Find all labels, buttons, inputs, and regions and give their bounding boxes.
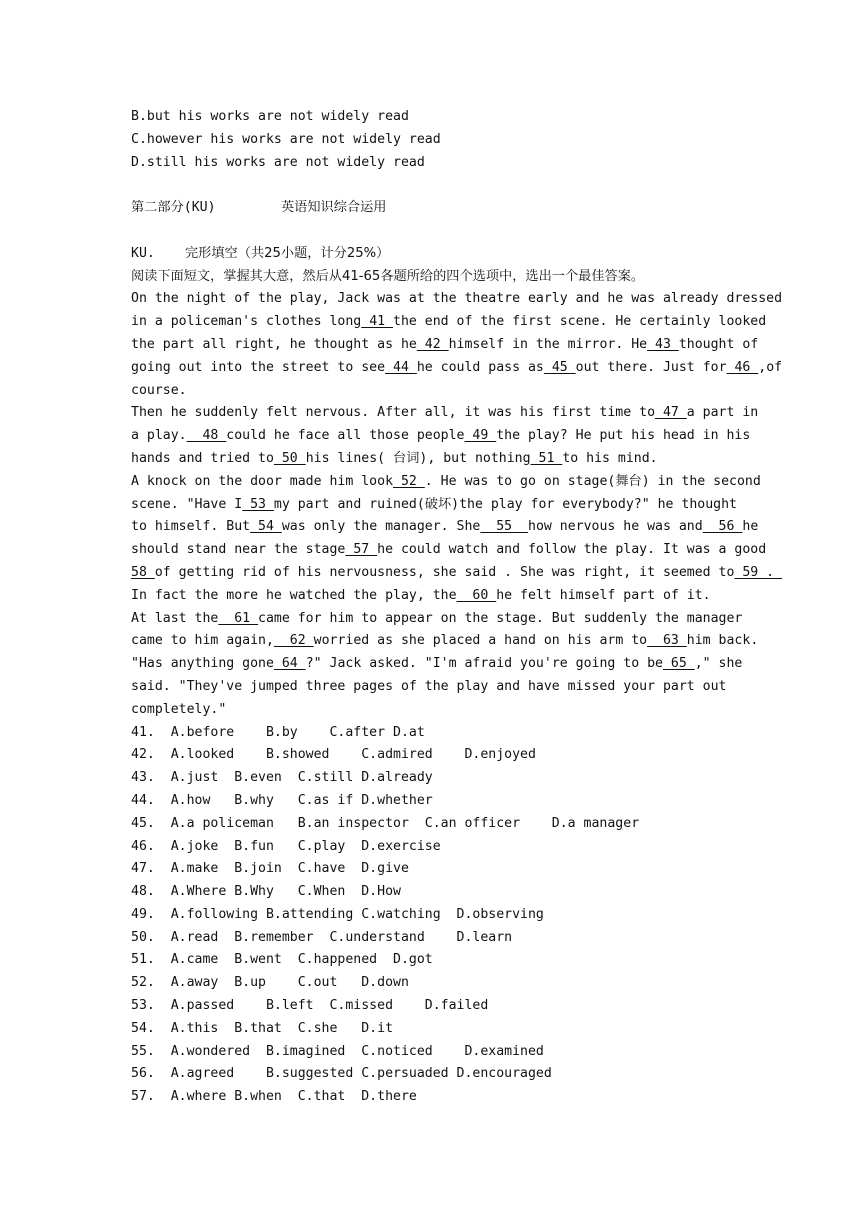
blank-60: 60 [456, 587, 497, 603]
question-list [131, 722, 721, 1110]
document-page [131, 106, 783, 1109]
passage-line: should stand near the stage 57 he could watch and follow the play. It was a good [131, 542, 767, 558]
blank-41: 41 [361, 314, 394, 330]
passage-line: A knock on the door made him look 52 . He was to go on stage(舞台) in the second [131, 473, 761, 489]
blank-48: 48 [186, 428, 227, 444]
instruction-text: 阅读下面短文，掌握其大意，然后从41-65各题所给的四个选项中，选出一个最佳答案。 [131, 268, 645, 284]
blank-62: 62 [273, 633, 314, 649]
question-item: 52. A.away B.up C.out D.down [131, 975, 409, 991]
blank-55: 55 [480, 519, 528, 535]
question-item: 49. A.following B.attending C.watching D.observing [131, 906, 544, 922]
section-heading [131, 197, 721, 220]
blank-47: 47 [655, 405, 687, 421]
passage-line: the part all right, he thought as he 42 himself in the mirror. He 43 thought of [131, 336, 759, 352]
passage-line: At last the 61 came for him to appear on the stage. But suddenly the manager [131, 610, 743, 626]
blank-54: 54 [250, 519, 282, 535]
blank-51: 51 [530, 450, 563, 466]
question-item: 57. A.where B.when C.that D.there [131, 1089, 417, 1105]
passage-line: said. "They've jumped three pages of the play and have missed your part out [131, 678, 727, 694]
question-item: 55. A.wondered B.imagined C.noticed D.examined [131, 1043, 544, 1059]
passage-line: On the night of the play, Jack was at the theatre early and he was already dressed [131, 291, 783, 307]
question-item: 44. A.how B.why C.as if D.whether [131, 792, 433, 808]
blank-50: 50 [273, 450, 306, 466]
question-item: 56. A.agreed B.suggested C.persuaded D.encouraged [131, 1066, 552, 1082]
blank-63: 63 [647, 633, 687, 649]
passage-line: Then he suddenly felt nervous. After all, it was his first time to 47 a part in [131, 405, 759, 421]
passage-paragraph-2 [131, 402, 759, 470]
question-item: 41. A.before B.by C.after D.at [131, 724, 425, 740]
passage-paragraph-3 [131, 471, 783, 608]
passage-line: a play. 48 could he face all those people 49 the play? He put his head in his [131, 428, 751, 444]
blank-45: 45 [543, 359, 576, 375]
blank-52: 52 [393, 473, 425, 489]
passage-paragraph-4 [131, 608, 759, 722]
blank-49: 49 [464, 428, 497, 444]
question-item: 50. A.read B.remember C.understand D.learn [131, 929, 513, 945]
question-item: 45. A.a policeman B.an inspector C.an officer D.a manager [131, 815, 640, 831]
question-item: 47. A.make B.join C.have D.give [131, 861, 409, 877]
question-item: 43. A.just B.even C.still D.already [131, 770, 433, 786]
passage-line: going out into the street to see 44 he could pass as 45 out there. Just for 46 ,of [131, 359, 783, 375]
question-item: 48. A.Where B.Why C.When D.How [131, 884, 401, 900]
blank-43: 43 [647, 336, 679, 352]
passage-line: completely." [131, 701, 227, 717]
question-item: 54. A.this B.that C.she D.it [131, 1020, 394, 1036]
blank-61: 61 [218, 610, 259, 626]
passage-line: "Has anything gone 64 ?" Jack asked. "I'm afraid you're going to be 65 ," she [131, 656, 743, 672]
part-title: 完形填空（共25小题，计分25%） [185, 245, 390, 261]
passage-line: scene. "Have I 53 my part and ruined(破坏)the play for everybody?" he thought [131, 496, 737, 512]
passage-line: 58 of getting rid of his nervousness, she said . She was right, it seemed to 59 . [131, 564, 783, 580]
passage-line: in a policeman's clothes long 41 the end of the first scene. He certainly looked [131, 314, 767, 330]
passage-line: In fact the more he watched the play, the 60 he felt himself part of it. [131, 587, 711, 603]
question-item: 53. A.passed B.left C.missed D.failed [131, 998, 489, 1014]
passage-line: to himself. But 54 was only the manager. She 55 how nervous he was and 56 he [131, 519, 759, 535]
prev-option-d: D.still his works are not widely read [131, 154, 425, 170]
passage-line: came to him again, 62 worried as she placed a hand on his arm to 63 him back. [131, 633, 759, 649]
blank-56: 56 [702, 519, 743, 535]
blank-65: 65 [662, 656, 695, 672]
part-label: KU. [131, 245, 155, 261]
part-heading [131, 243, 721, 266]
question-item: 42. A.looked B.showed C.admired D.enjoyed [131, 747, 536, 763]
prev-option-b: B.but his works are not widely read [131, 109, 409, 124]
passage-line: hands and tried to 50 his lines( 台词), but nothing 51 to his mind. [131, 450, 658, 466]
blank-44: 44 [385, 359, 417, 375]
passage-line: course. [131, 382, 187, 398]
blank-59: 59 . [734, 564, 783, 580]
passage-paragraph-1 [131, 288, 783, 402]
question-item: 51. A.came B.went C.happened D.got [131, 952, 433, 968]
question-item: 46. A.joke B.fun C.play D.exercise [131, 838, 441, 854]
blank-58: 58 [131, 564, 155, 580]
section-title: 英语知识综合运用 [281, 200, 387, 216]
prev-option-c: C.however his works are not widely read [131, 131, 441, 147]
blank-42: 42 [416, 336, 449, 352]
section-label: 第二部分(KU) [131, 200, 216, 216]
blank-46: 46 [726, 359, 759, 375]
blank-57: 57 [345, 542, 378, 558]
blank-53: 53 [242, 496, 274, 512]
blank-64: 64 [273, 656, 306, 672]
